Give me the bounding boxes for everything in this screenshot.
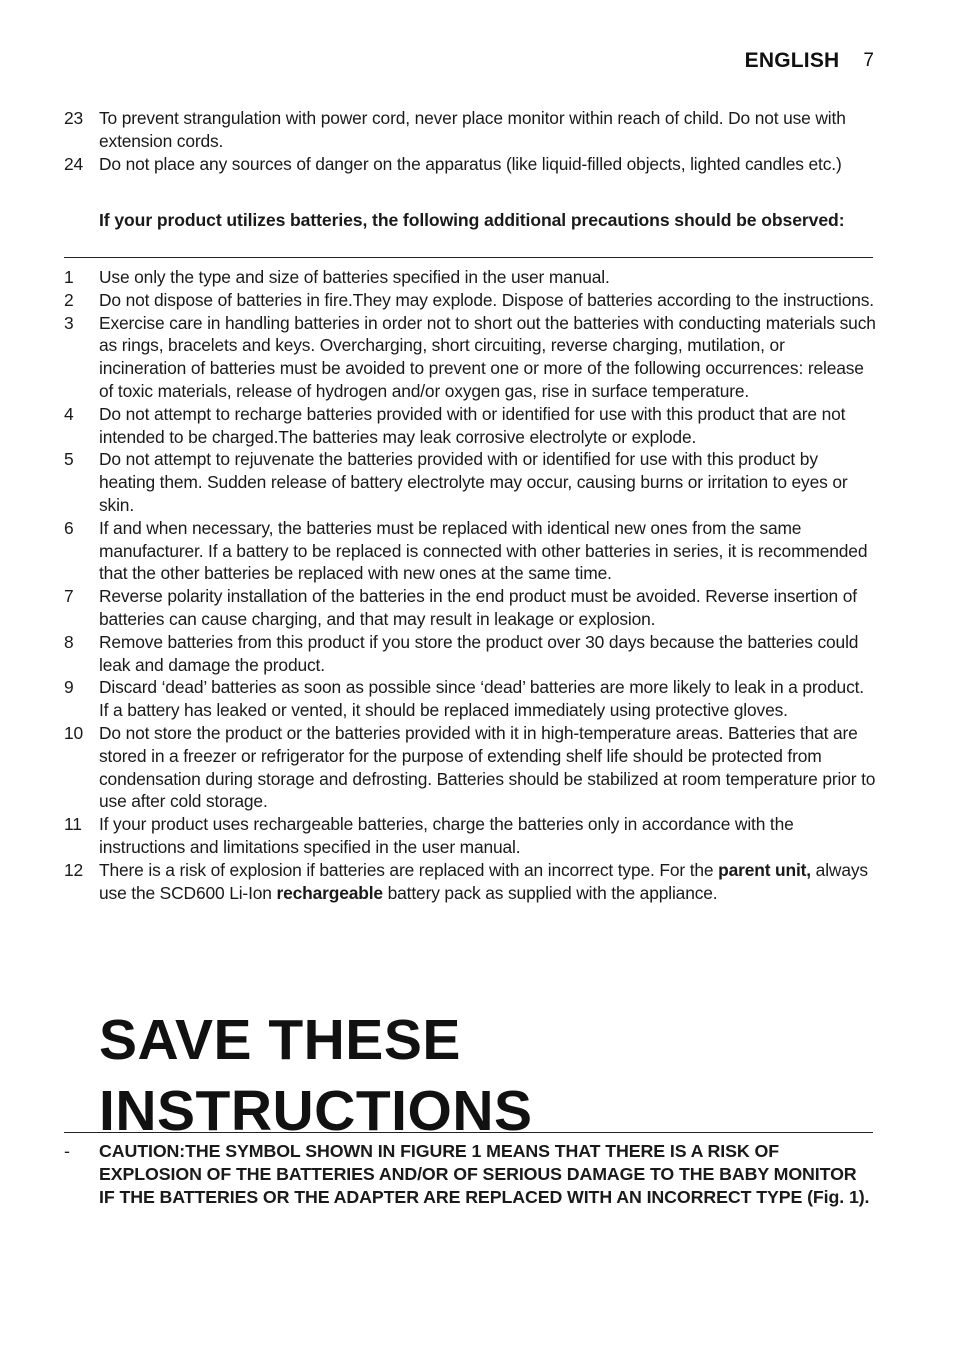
item-number: 23 <box>64 108 84 128</box>
item-number: 12 <box>64 859 84 880</box>
list-item <box>64 107 876 153</box>
item-text: Remove batteries from this product if you store the product over 30 days because the batteries could leak and damage the product. <box>99 631 859 675</box>
item-number: 10 <box>64 722 84 743</box>
list-item <box>64 289 876 312</box>
item-text: Do not place any sources of danger on the apparatus (like liquid-filled objects, lighted candles etc.) <box>99 153 842 174</box>
language-label: ENGLISH <box>744 49 840 72</box>
emphasis-rechargeable: rechargeable <box>276 882 383 903</box>
item-number: 7 <box>64 586 74 607</box>
item-number: 11 <box>64 814 82 835</box>
item-number: 6 <box>64 517 74 538</box>
item-text: Reverse polarity installation of the batteries in the end product must be avoided. Reverse insertion of batteries can cause charging, and that may result in leakage or explosion. <box>99 586 857 629</box>
item-text <box>99 859 876 905</box>
item-number: 3 <box>64 312 74 333</box>
item-text: To prevent strangulation with power cord, never place monitor within reach of child. Do not use with extension cords. <box>99 108 846 151</box>
item-text: Do not attempt to recharge batteries provided with or identified for use with this product that are not intended to be charged.The batteries may leak corrosive electrolyte or explode. <box>99 403 846 447</box>
item-text-part: always use the SCD600 Li-Ion <box>99 859 868 903</box>
item-text: Use only the type and size of batteries specified in the user manual. <box>99 267 610 287</box>
list-item <box>64 448 876 516</box>
divider <box>64 1132 873 1133</box>
item-number: 2 <box>64 289 74 310</box>
list-item <box>64 312 876 403</box>
item-text: Do not dispose of batteries in fire.They may explode. Dispose of batteries according to the instructions. <box>99 289 874 310</box>
item-number: 24 <box>64 153 84 174</box>
section-title: SAVE THESE INSTRUCTIONS <box>99 1008 533 1143</box>
battery-precautions-list <box>64 266 876 904</box>
item-text: Exercise care in handling batteries in order not to short out the batteries with conducting materials such as rings, bracelets and keys. Overcharging, short circuiting, reverse charging, mutilation, or incineration of batteries must be avoided to prevent one or more of the following occurrences: release of toxic materials, release of hydrogen and/or oxygen gas, rise in surface temperature. <box>99 312 876 401</box>
item-number: 8 <box>64 631 74 652</box>
item-text: If your product uses rechargeable batteries, charge the batteries only in accordance with the instructions and limitations specified in the user manual. <box>99 814 794 857</box>
item-number: 4 <box>64 403 74 424</box>
item-text: Do not attempt to rejuvenate the batteries provided with or identified for use with this product by heating them. Sudden release of battery electrolyte may occur, causing burns or irritation to eyes or skin. <box>99 449 848 515</box>
list-item-12 <box>64 859 876 905</box>
item-number: 5 <box>64 449 74 470</box>
caution-note <box>64 1140 876 1209</box>
page-header <box>745 47 874 75</box>
list-item <box>64 676 876 722</box>
page-number: 7 <box>863 50 874 71</box>
list-item <box>64 585 876 631</box>
list-item <box>64 266 876 289</box>
item-number: 1 <box>64 267 74 287</box>
list-item <box>64 403 876 449</box>
list-item <box>64 517 876 585</box>
item-text: Do not store the product or the batteries provided with it in high-temperature areas. Batteries that are stored in a freezer or refrigerator for the purpose of extending shelf life should be protected from condensation during storage and defrosting. Batteries should be stabilized at room temperature prior to use after cold storage. <box>99 722 876 812</box>
safety-list-continued <box>64 107 876 175</box>
item-text-part: battery pack as supplied with the appliance. <box>382 882 718 903</box>
list-item <box>64 813 876 859</box>
list-item <box>64 153 876 176</box>
list-item <box>64 631 876 677</box>
item-text: If and when necessary, the batteries must be replaced with identical new ones from the same manufacturer. If a battery to be replaced is connected with other batteries in series, it is recommended that the other batteries be replaced with new ones at the same time. <box>99 517 868 584</box>
item-text-part: There is a risk of explosion if batteries are replaced with an incorrect type. For the <box>99 859 719 880</box>
caution-text: CAUTION:THE SYMBOL SHOWN IN FIGURE 1 MEANS THAT THERE IS A RISK OF EXPLOSION OF THE BATTERIES AND/OR OF SERIOUS DAMAGE TO THE BABY MONITOR IF THE BATTERIES OR THE ADAPTER ARE REPLACED WITH AN INCORRECT TYPE (Fig. 1). <box>99 1141 870 1207</box>
divider <box>64 257 873 258</box>
list-item <box>64 722 876 813</box>
emphasis-parent-unit: parent unit, <box>718 859 811 880</box>
item-text: Discard ‘dead’ batteries as soon as possible since ‘dead’ batteries are more likely to leak in a product. If a battery has leaked or vented, it should be replaced immediately using protective gloves. <box>99 677 864 721</box>
bullet-dash: - <box>64 1141 70 1161</box>
batteries-precaution-heading: If your product utilizes batteries, the following additional precautions should be observed: <box>99 210 845 230</box>
item-number: 9 <box>64 677 74 698</box>
